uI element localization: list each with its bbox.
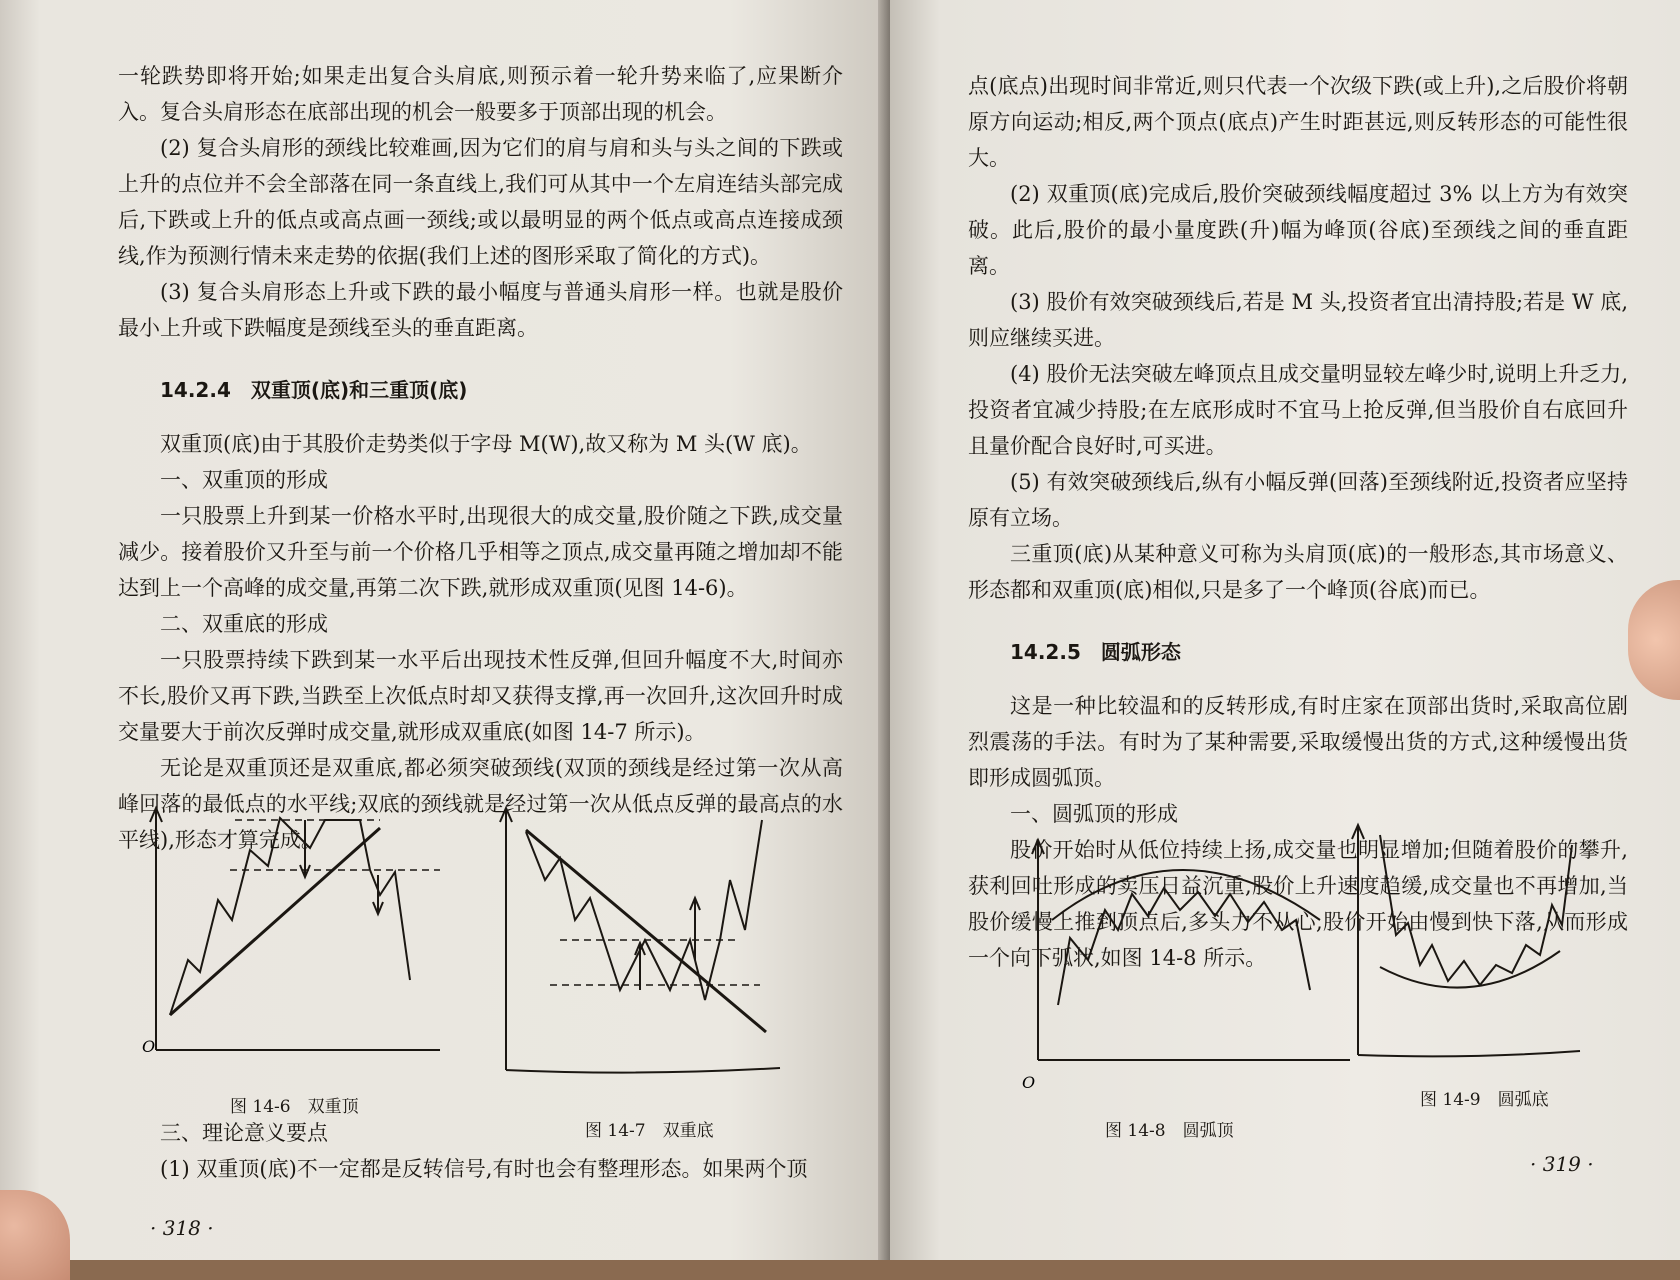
paragraph: 一轮跌势即将开始;如果走出复合头肩底,则预示着一轮升势来临了,应果断介入。复合头肩形态在底部出现的机会一般要多于顶部出现的机会。 — [118, 64, 843, 124]
paragraph: (1) 双重顶(底)不一定都是反转信号,有时也会有整理形态。如果两个顶 — [160, 1157, 808, 1181]
paragraph: 点(底点)出现时间非常近,则只代表一个次级下跌(或上升),之后股价将朝原方向运动;相反,两个顶点(底点)产生时距甚远,则反转形态的可能性很大。 — [968, 74, 1628, 170]
paragraph: 一只股票持续下跌到某一水平后出现技术性反弹,但回升幅度不大,时间亦不长,股价又再下跌,当跌至上次低点时却又获得支撑,再一次回升,这次回升时成交量要大于前次反弹时成交量,就形成双重底(如图 14-7 所示)。 — [118, 648, 843, 744]
paragraph: 这是一种比较温和的反转形成,有时庄家在顶部出货时,采取高位剧烈震荡的手法。有时为了某种需要,采取缓慢出货的方式,这种缓慢出货即形成圆弧顶。 — [968, 694, 1628, 790]
origin-label: O — [142, 1037, 156, 1056]
figure-rounding-top — [1020, 830, 1360, 1090]
page-number: · 319 · — [1530, 1152, 1594, 1176]
left-text-top — [118, 58, 843, 858]
figure-caption: 图 14-6 双重顶 — [230, 1097, 359, 1117]
figure-double-bottom — [490, 800, 790, 1100]
figure-double-top — [140, 790, 460, 1090]
paragraph: (4) 股价无法突破左峰顶点且成交量明显较左峰少时,说明上升乏力,投资者宜减少持股;在左底形成时不宜马上抢反弹,但当股价自右底回升且量价配合良好时,可买进。 — [968, 362, 1628, 458]
section-heading: 14.2.4 双重顶(底)和三重顶(底) — [160, 378, 468, 402]
subheading: 一、双重顶的形成 — [160, 468, 328, 492]
paragraph: (3) 股价有效突破颈线后,若是 M 头,投资者宜出清持股;若是 W 底,则应继续买进。 — [968, 290, 1628, 350]
left-text-bottom — [118, 1115, 843, 1187]
paragraph: 无论是双重顶还是双重底,都必须突破颈线(双顶的颈线是经过第一次从高峰回落的最低点的水平线;双底的颈线就是经过第一次从低点反弹的最高点的水平线),形态才算完成。 — [118, 756, 843, 852]
figure-rounding-bottom — [1340, 815, 1600, 1075]
paragraph: 股价开始时从低位持续上扬,成交量也明显增加;但随着股价的攀升,获利回吐形成的卖压日益沉重,股价上升速度趋缓,成交量也不再增加,当股价缓慢上推到顶点后,多头力不从心,股价开始由慢到快下落,从而形成一个向下弧状,如图 14-8 所示。 — [968, 838, 1628, 970]
paragraph: (5) 有效突破颈线后,纵有小幅反弹(回落)至颈线附近,投资者应坚持原有立场。 — [968, 470, 1628, 530]
paragraph: 双重顶(底)由于其股价走势类似于字母 M(W),故又称为 M 头(W 底)。 — [160, 432, 812, 456]
paragraph: (2) 双重顶(底)完成后,股价突破颈线幅度超过 3% 以上方为有效突破。此后,股价的最小量度跌(升)幅为峰顶(谷底)至颈线之间的垂直距离。 — [968, 182, 1628, 278]
paragraph: 一只股票上升到某一价格水平时,出现很大的成交量,股价随之下跌,成交量减少。接着股价又升至与前一个价格几乎相等之顶点,成交量再随之增加却不能达到上一个高峰的成交量,再第二次下跌,就形成双重顶(见图 14-6)。 — [118, 504, 843, 600]
paragraph: (3) 复合头肩形态上升或下跌的最小幅度与普通头肩形一样。也就是股价最小上升或下跌幅度是颈线至头的垂直距离。 — [118, 280, 843, 340]
paragraph: 三重顶(底)从某种意义可称为头肩顶(底)的一般形态,其市场意义、形态都和双重顶(底)相似,只是多了一个峰顶(谷底)而已。 — [968, 542, 1628, 602]
origin-label: O — [1022, 1073, 1036, 1092]
section-heading: 14.2.5 圆弧形态 — [1010, 640, 1181, 664]
figure-caption: 图 14-7 双重底 — [585, 1121, 714, 1141]
page-number: · 318 · — [150, 1216, 214, 1240]
subheading: 二、双重底的形成 — [160, 612, 328, 636]
figure-caption: 图 14-8 圆弧顶 — [1105, 1121, 1234, 1141]
paragraph: (2) 复合头肩形的颈线比较难画,因为它们的肩与肩和头与头之间的下跌或上升的点位并不会全部落在同一条直线上,我们可从其中一个左肩连结头部完成后,下跌或上升的低点或高点画一颈线;或以最明显的两个低点或高点连接成颈线,作为预测行情未来走势的依据(我们上述的图形采取了简化的方式)。 — [118, 136, 843, 268]
right-page — [890, 0, 1680, 1260]
figure-caption: 图 14-9 圆弧底 — [1420, 1090, 1549, 1110]
subheading: 三、理论意义要点 — [160, 1121, 328, 1145]
subheading: 一、圆弧顶的形成 — [1010, 802, 1178, 826]
